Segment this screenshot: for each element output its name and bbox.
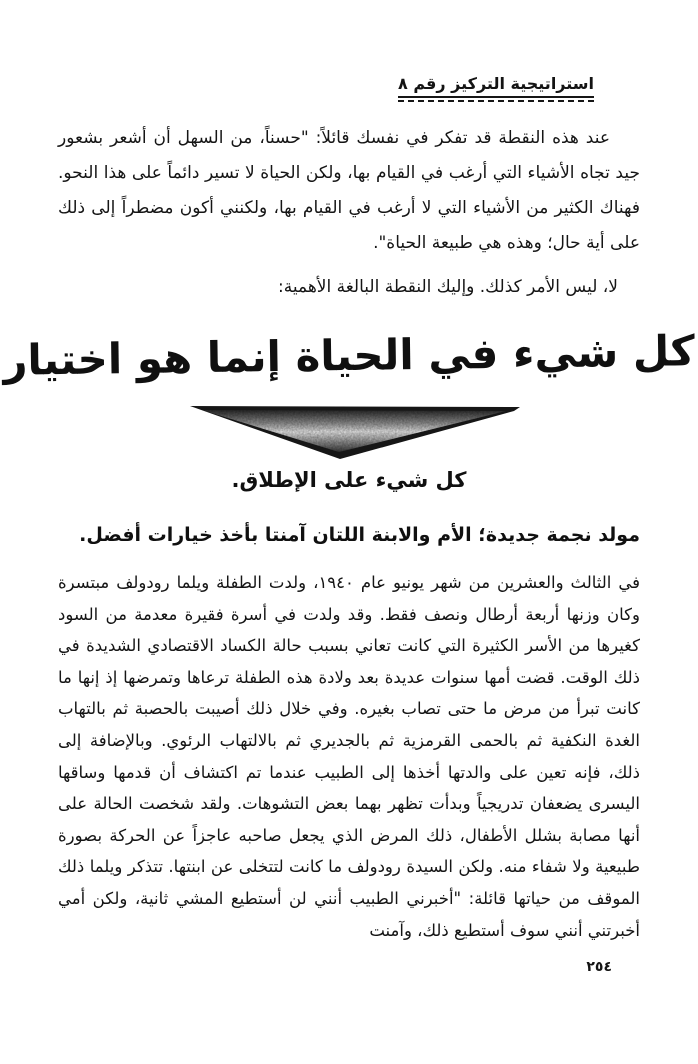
page-number: ٢٥٤: [586, 959, 612, 975]
header-underline-rule: [398, 100, 594, 102]
section-heading: مولد نجمة جديدة؛ الأم والابنة اللتان آمنتا بأخذ خيارات أفضل.: [79, 524, 640, 546]
down-triangle-icon: [190, 406, 520, 460]
intro-paragraph-2: لا، ليس الأمر كذلك. وإليك النقطة البالغة الأهمية:: [278, 277, 618, 297]
story-body-paragraph: في الثالث والعشرين من شهر يونيو عام ١٩٤٠، ولدت الطفلة ويلما رودولف مبتسرة وكان وزنها أربعة أرطال ونصف فقط. وقد ولدت في أسرة فقيرة معدمة من السود كغيرها من الأسر الكثيرة التي كانت تعاني بسبب حالة الكساد الاقتصادي الشديدة في ذلك الوقت. قضت أمها سنوات عديدة بعد ولادة هذه الطفلة ترعاها وتمرضها إذ إنها ما كانت تبرأ من مرض ما حتى تصاب بغيره. وفي خلال ذلك أصيبت بالحصبة ثم بالتهاب الغدة النكفية ثم بالحمى القرمزية ثم بالجديري ثم بالالتهاب الرئوي. وبالإضافة إلى ذلك، فإنه تعين على والدتها أخذها إلى الطبيب عندما تم اكتشاف أن قدمها وساقها اليسرى يضعفان تدريجياً وبدأت تظهر بهما بعض التشوهات. ولقد شخصت الحالة على أنها مصابة بشلل الأطفال، ذلك المرض الذي يجعل صاحبه عاجزاً عن الحركة بصورة طبيعية ولا شفاء منه. ولكن السيدة رودولف ما كانت لتتخلى عن ابنتها. تتذكر ويلما ذلك الموقف من حياتها قائلة: "أخبرني الطبيب أنني لن أستطيع المشي ثانية، ولكن أمي أخبرتني أنني سوف أستطيع ذلك، وآمنت: [58, 573, 640, 940]
intro-paragraph-1: عند هذه النقطة قد تفكر في نفسك قائلاً: "حسناً، من السهل أن أشعر بشعور جيد تجاه الأشياء التي أرغب في القيام بها، ولكن الحياة لا تسير دائماً على هذا النحو. فهناك الكثير من الأشياء التي لا أرغب في القيام بها، ولكنني أكون مضطراً إلى ذلك على أية حال؛ وهذه هي طبيعة الحياة".: [58, 128, 640, 253]
running-header-title: استراتيجية التركيز رقم ٨: [398, 74, 594, 98]
running-header: [398, 74, 594, 102]
calligraphic-title: كل شيء في الحياة إنما هو اختيار: [2, 326, 696, 385]
emphasis-line: كل شيء على الإطلاق.: [231, 468, 467, 492]
